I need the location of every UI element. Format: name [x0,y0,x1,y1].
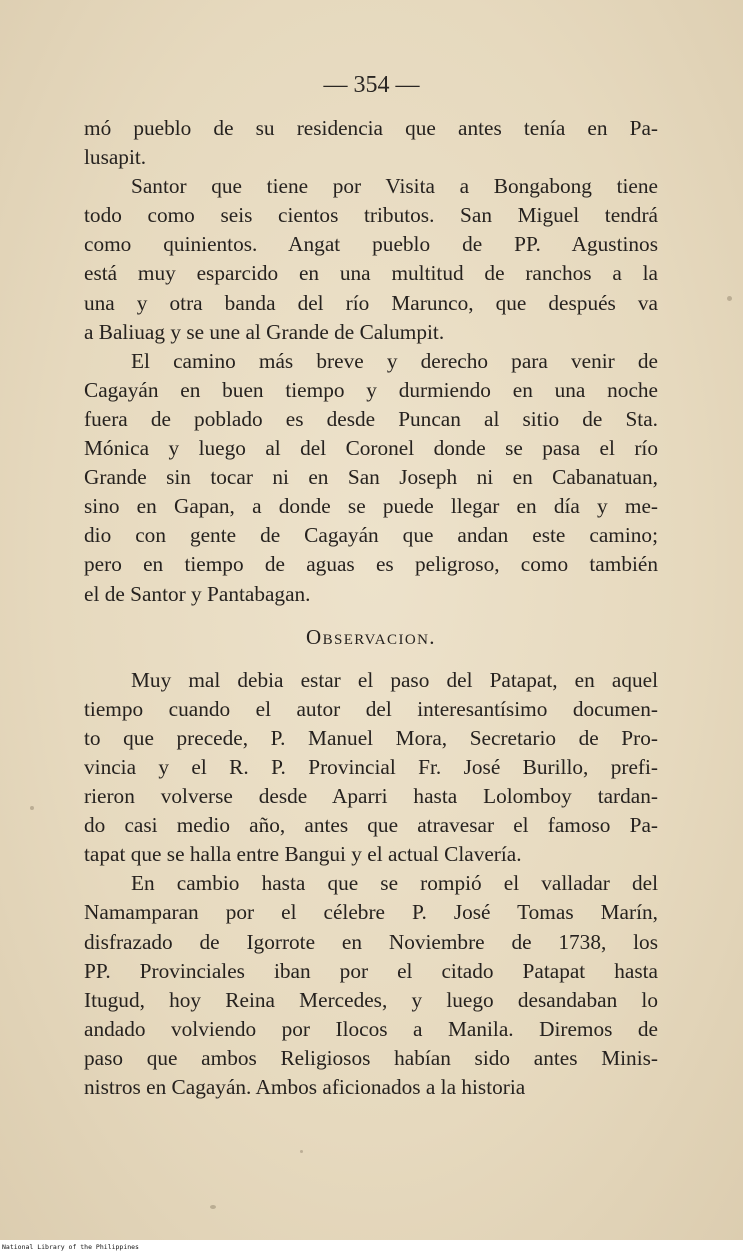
text-line: pero en tiempo de aguas es peligroso, como también [84,552,658,577]
text-line: mó pueblo de su residencia que antes tenía en Pa- [84,116,658,140]
text-line: fuera de poblado es desde Puncan al sitio de Sta. [84,406,658,431]
text-line: PP. Provinciales iban por el citado Patapat hasta [84,958,658,983]
text-line: Muy mal debia estar el paso del Patapat, en aquel [131,667,658,692]
text-line: do casi medio año, antes que atravesar el famoso Pa- [84,813,658,838]
text-line: El camino más breve y derecho para venir de [131,348,658,373]
paragraph [84,172,658,347]
text-line: vincia y el R. P. Provincial Fr. José Burillo, prefi- [84,754,658,779]
text-line: Mónica y luego al del Coronel donde se pasa el río [84,436,658,461]
text-line: está muy esparcido en una multitud de ranchos a la [84,261,658,286]
text-line: tiempo cuando el autor del interesantísimo documen- [84,696,658,721]
text-line: una y otra banda del río Marunco, que después va [84,290,658,315]
paragraph [84,347,658,609]
section-heading-text: Observacion. [306,624,436,649]
text-line: sino en Gapan, a donde se puede llegar en día y me- [84,494,658,519]
paper-speck [727,296,732,301]
section-heading [84,623,658,652]
text-line: tapat que se halla entre Bangui y el actual Clavería. [84,842,522,867]
text-line: Grande sin tocar ni en San Joseph ni en Cabanatuan, [84,465,658,490]
text-line: como quinientos. Angat pueblo de PP. Agustinos [84,232,658,257]
text-line: disfrazado de Igorrote en Noviembre de 1738, los [84,929,658,954]
text-line: dio con gente de Cagayán que andan este camino; [84,523,658,548]
text-line: Santor que tiene por Visita a Bongabong tiene [131,174,658,199]
text-line: to que precede, P. Manuel Mora, Secretario de Pro- [84,725,658,750]
text-line: lusapit. [84,145,147,170]
text-line: Cagayán en buen tiempo y durmiendo en una noche [84,377,658,402]
page-number: — 354 — [323,72,420,98]
text-line: En cambio hasta que se rompió el valladar del [131,871,658,896]
text-line: paso que ambos Religiosos habían sido antes Minis- [84,1045,658,1070]
paper-speck [210,1205,216,1209]
paper-speck [300,1150,303,1153]
body-text [84,114,658,1102]
paragraph [84,114,658,172]
text-line: el de Santor y Pantabagan. [84,581,311,606]
text-line: Itugud, hoy Reina Mercedes, y luego desandaban lo [84,987,658,1012]
paper-speck [30,806,34,810]
text-line: a Baliuag y se une al Grande de Calumpit. [84,319,445,344]
paragraph [84,666,658,870]
text-line: rieron volverse desde Aparri hasta Lolomboy tardan- [84,784,658,809]
library-footer: National Library of the Philippines [0,1242,743,1253]
text-line: Namamparan por el célebre P. José Tomas Marín, [84,900,658,925]
text-line: todo como seis cientos tributos. San Miguel tendrá [84,203,658,228]
text-line: nistros en Cagayán. Ambos aficionados a la historia [84,1075,526,1099]
paragraph [84,869,658,1102]
text-line: andado volviendo por Ilocos a Manila. Diremos de [84,1016,658,1041]
